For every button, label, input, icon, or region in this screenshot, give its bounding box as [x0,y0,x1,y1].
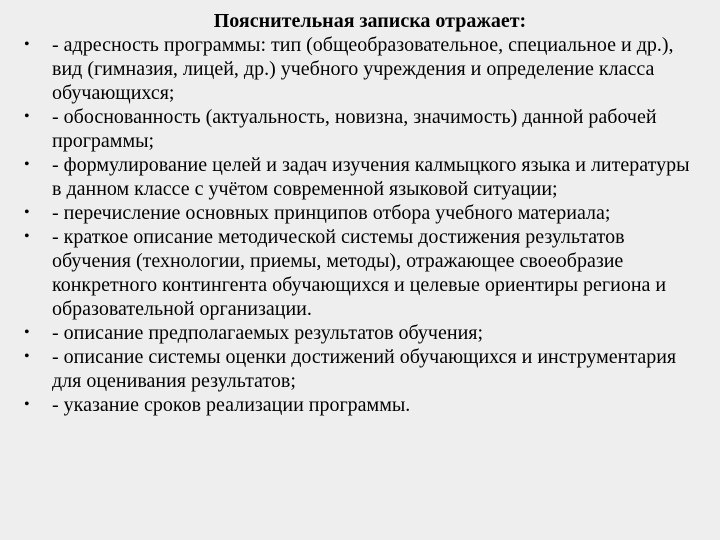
bullet-list [20,33,700,417]
list-item [20,321,700,345]
bullet-icon: • [24,396,30,413]
list-item-text: - краткое описание методической системы достижения результатов обучения (технологии, приемы, методы), отражающее своеобразие конкретного контингента обучающихся и целевые ориентиры региона и образовательной организации. [52,226,667,320]
bullet-icon: • [24,108,30,125]
list-item-text: - формулирование целей и задач изучения калмыцкого языка и литературы в данном классе с учётом современной языковой ситуации; [52,154,690,200]
page-title: Пояснительная записка отражает: [213,10,527,32]
list-item-text: - адресность программы: тип (общеобразовательное, специальное и др.), вид (гимназия, лицей, др.) учебного учреждения и определение класса обучающихся; [52,34,674,104]
list-item [20,393,700,417]
list-item [20,33,700,105]
list-item-text: - описание системы оценки достижений обучающихся и инструментария для оценивания результатов; [52,346,677,392]
bullet-icon: • [24,36,30,53]
bullet-icon: • [24,204,30,221]
list-item [20,153,700,201]
list-item-text: - перечисление основных принципов отбора учебного материала; [52,202,611,224]
list-item [20,225,700,321]
bullet-icon: • [24,324,30,341]
list-item [20,201,700,225]
list-item-text: - обоснованность (актуальность, новизна, значимость) данной рабочей программы; [52,106,657,152]
bullet-icon: • [24,156,30,173]
bullet-icon: • [24,348,30,365]
list-item-text: - указание сроков реализации программы. [52,394,411,416]
list-item [20,345,700,393]
list-item-text: - описание предполагаемых результатов обучения; [52,322,484,344]
list-item [20,105,700,153]
bullet-icon: • [24,228,30,245]
